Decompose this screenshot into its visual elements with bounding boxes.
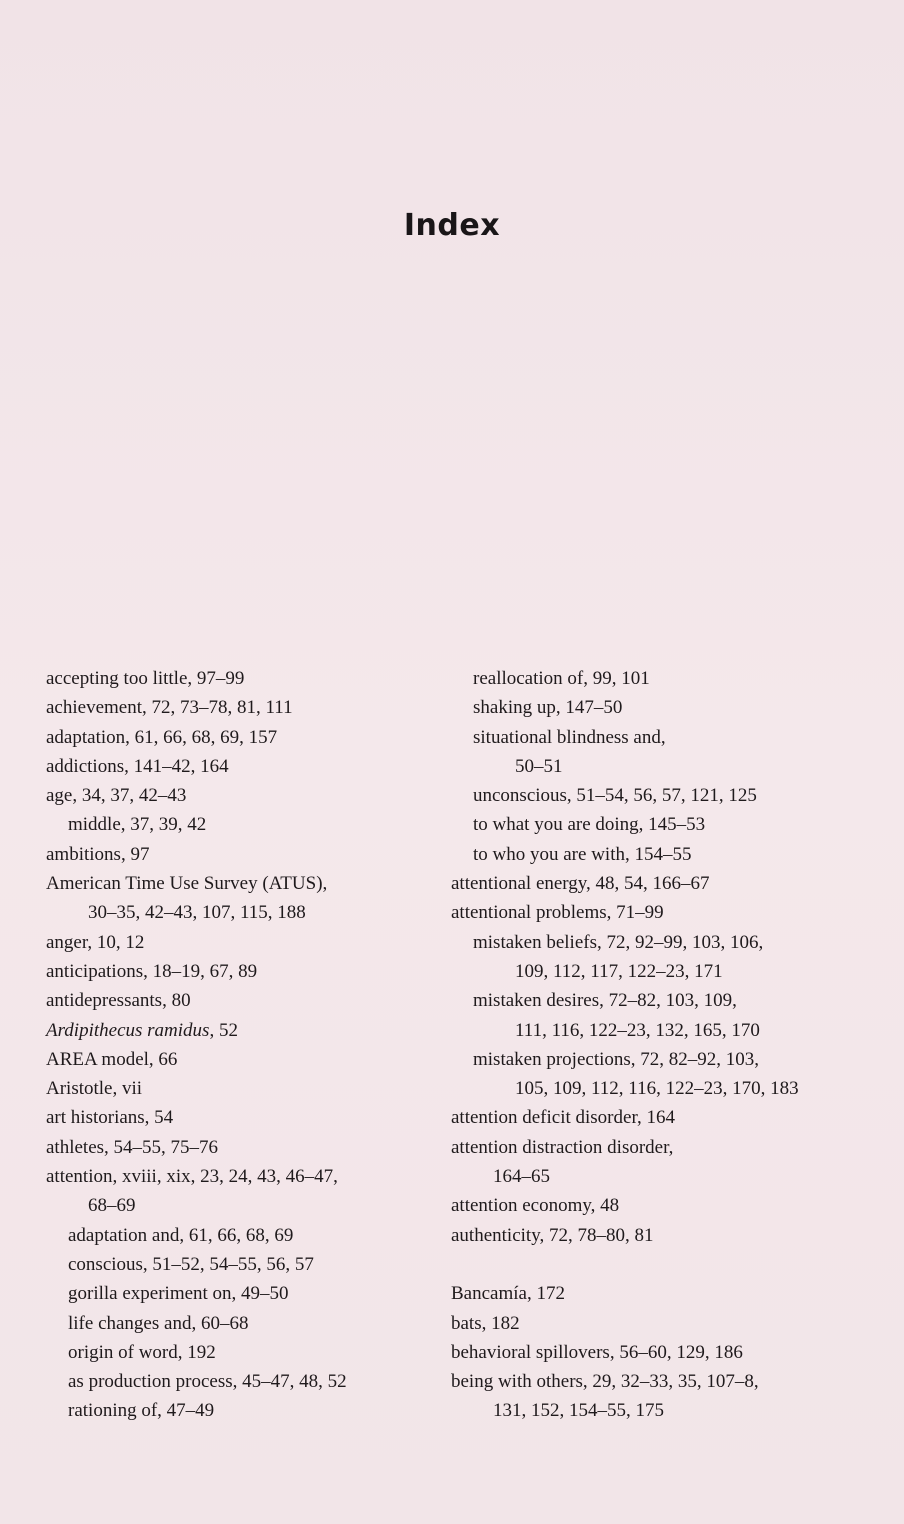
entry-continuation-line: 105, 109, 112, 116, 122–23, 170, 183 bbox=[515, 1078, 799, 1100]
entry-pages: , 52 bbox=[209, 1019, 238, 1041]
index-entry bbox=[46, 840, 446, 869]
entry-line: shaking up, 147–50 bbox=[473, 697, 623, 719]
index-entry bbox=[451, 1191, 871, 1220]
index-entry bbox=[451, 869, 871, 898]
index-entry bbox=[46, 1103, 446, 1132]
index-entry bbox=[46, 1133, 446, 1162]
index-subentry bbox=[46, 1367, 446, 1396]
index-entry bbox=[451, 1309, 871, 1338]
index-entry bbox=[451, 1279, 871, 1308]
index-entry bbox=[46, 1016, 446, 1045]
index-subentry bbox=[46, 1396, 446, 1425]
entry-continuation-line: 68–69 bbox=[88, 1195, 136, 1217]
index-subentry bbox=[46, 1279, 446, 1308]
index-subentry bbox=[46, 1250, 446, 1279]
index-subentry bbox=[451, 986, 871, 1045]
index-entry bbox=[451, 1221, 871, 1250]
index-entry bbox=[46, 1074, 446, 1103]
section-gap bbox=[451, 1250, 871, 1279]
index-subentry bbox=[451, 840, 871, 869]
index-subentry bbox=[46, 810, 446, 839]
entry-line: origin of word, 192 bbox=[68, 1341, 216, 1363]
entry-line: situational blindness and, bbox=[473, 726, 666, 748]
index-entry bbox=[46, 693, 446, 722]
index-entry bbox=[46, 1045, 446, 1074]
entry-line: adaptation, 61, 66, 68, 69, 157 bbox=[46, 726, 278, 748]
index-entry bbox=[451, 1133, 871, 1192]
entry-line: to what you are doing, 145–53 bbox=[473, 814, 706, 836]
entry-continuation-line: 30–35, 42–43, 107, 115, 188 bbox=[88, 902, 306, 924]
entry-line: mistaken desires, 72–82, 103, 109, bbox=[473, 990, 737, 1012]
entry-line: age, 34, 37, 42–43 bbox=[46, 785, 187, 807]
entry-line: anger, 10, 12 bbox=[46, 931, 145, 953]
index-subentry bbox=[451, 781, 871, 810]
entry-line: American Time Use Survey (ATUS), bbox=[46, 873, 328, 895]
index-entry bbox=[46, 781, 446, 810]
entry-line: as production process, 45–47, 48, 52 bbox=[68, 1371, 347, 1393]
index-entry bbox=[46, 752, 446, 781]
entry-continuation-line: 164–65 bbox=[493, 1166, 550, 1188]
entry-line: gorilla experiment on, 49–50 bbox=[68, 1283, 289, 1305]
entry-line: art historians, 54 bbox=[46, 1107, 174, 1129]
entry-continuation-line: 111, 116, 122–23, 132, 165, 170 bbox=[515, 1019, 760, 1041]
entry-line: adaptation and, 61, 66, 68, 69 bbox=[68, 1224, 294, 1246]
entry-line: attention economy, 48 bbox=[451, 1195, 620, 1217]
page-title: Index bbox=[403, 208, 501, 243]
index-entry bbox=[46, 928, 446, 957]
entry-line: attention distraction disorder, bbox=[451, 1136, 674, 1158]
entry-line: attentional energy, 48, 54, 166–67 bbox=[451, 873, 710, 895]
index-subentry bbox=[451, 1045, 871, 1104]
entry-line: middle, 37, 39, 42 bbox=[68, 814, 207, 836]
entry-line: mistaken beliefs, 72, 92–99, 103, 106, bbox=[473, 931, 764, 953]
entry-continuation-line: 50–51 bbox=[515, 755, 563, 777]
entry-line: mistaken projections, 72, 82–92, 103, bbox=[473, 1048, 760, 1070]
entry-line: rationing of, 47–49 bbox=[68, 1400, 215, 1422]
index-entry bbox=[46, 986, 446, 1015]
entry-line: antidepressants, 80 bbox=[46, 990, 191, 1012]
index-subentry bbox=[451, 664, 871, 693]
index-entry bbox=[46, 723, 446, 752]
entry-line: Bancamía, 172 bbox=[451, 1283, 565, 1305]
index-column-right bbox=[451, 664, 871, 1426]
entry-line: conscious, 51–52, 54–55, 56, 57 bbox=[68, 1253, 314, 1275]
entry-line: attentional problems, 71–99 bbox=[451, 902, 664, 924]
entry-line: athletes, 54–55, 75–76 bbox=[46, 1136, 219, 1158]
entry-line: reallocation of, 99, 101 bbox=[473, 668, 650, 689]
entry-line: achievement, 72, 73–78, 81, 111 bbox=[46, 697, 293, 719]
entry-line: addictions, 141–42, 164 bbox=[46, 755, 229, 777]
entry-continuation-line: 131, 152, 154–55, 175 bbox=[493, 1400, 664, 1422]
entry-line: authenticity, 72, 78–80, 81 bbox=[451, 1224, 654, 1246]
entry-line: being with others, 29, 32–33, 35, 107–8, bbox=[451, 1371, 759, 1393]
index-column-left bbox=[46, 664, 446, 1426]
entry-line: life changes and, 60–68 bbox=[68, 1312, 249, 1334]
entry-line: accepting too little, 97–99 bbox=[46, 668, 245, 689]
entry-line: Aristotle, vii bbox=[46, 1078, 143, 1100]
index-subentry bbox=[451, 928, 871, 987]
entry-line: attention, xviii, xix, 23, 24, 43, 46–47, bbox=[46, 1166, 338, 1188]
index-entry bbox=[451, 1338, 871, 1367]
entry-line: behavioral spillovers, 56–60, 129, 186 bbox=[451, 1341, 743, 1363]
index-subentry bbox=[46, 1309, 446, 1338]
entry-term-italic: Ardipithecus ramidus bbox=[46, 1019, 210, 1041]
index-entry bbox=[46, 869, 446, 928]
index-subentry bbox=[451, 693, 871, 722]
index-entry bbox=[46, 1162, 446, 1221]
entry-line: AREA model, 66 bbox=[46, 1048, 178, 1070]
entry-line: anticipations, 18–19, 67, 89 bbox=[46, 960, 258, 982]
entry-continuation-line: 109, 112, 117, 122–23, 171 bbox=[515, 960, 723, 982]
entry-line: ambitions, 97 bbox=[46, 843, 150, 865]
index-entry bbox=[451, 1367, 871, 1426]
entry-line: bats, 182 bbox=[451, 1312, 520, 1334]
index-subentry bbox=[451, 723, 871, 782]
entry-line bbox=[46, 1016, 446, 1045]
entry-line: to who you are with, 154–55 bbox=[473, 843, 692, 865]
index-entry bbox=[46, 664, 446, 693]
index-subentry bbox=[46, 1338, 446, 1367]
index-subentry bbox=[451, 810, 871, 839]
index-subentry bbox=[46, 1221, 446, 1250]
index-entry bbox=[451, 898, 871, 927]
entry-line: attention deficit disorder, 164 bbox=[451, 1107, 676, 1129]
index-entry bbox=[46, 957, 446, 986]
entry-line: unconscious, 51–54, 56, 57, 121, 125 bbox=[473, 785, 757, 807]
index-entry bbox=[451, 1103, 871, 1132]
